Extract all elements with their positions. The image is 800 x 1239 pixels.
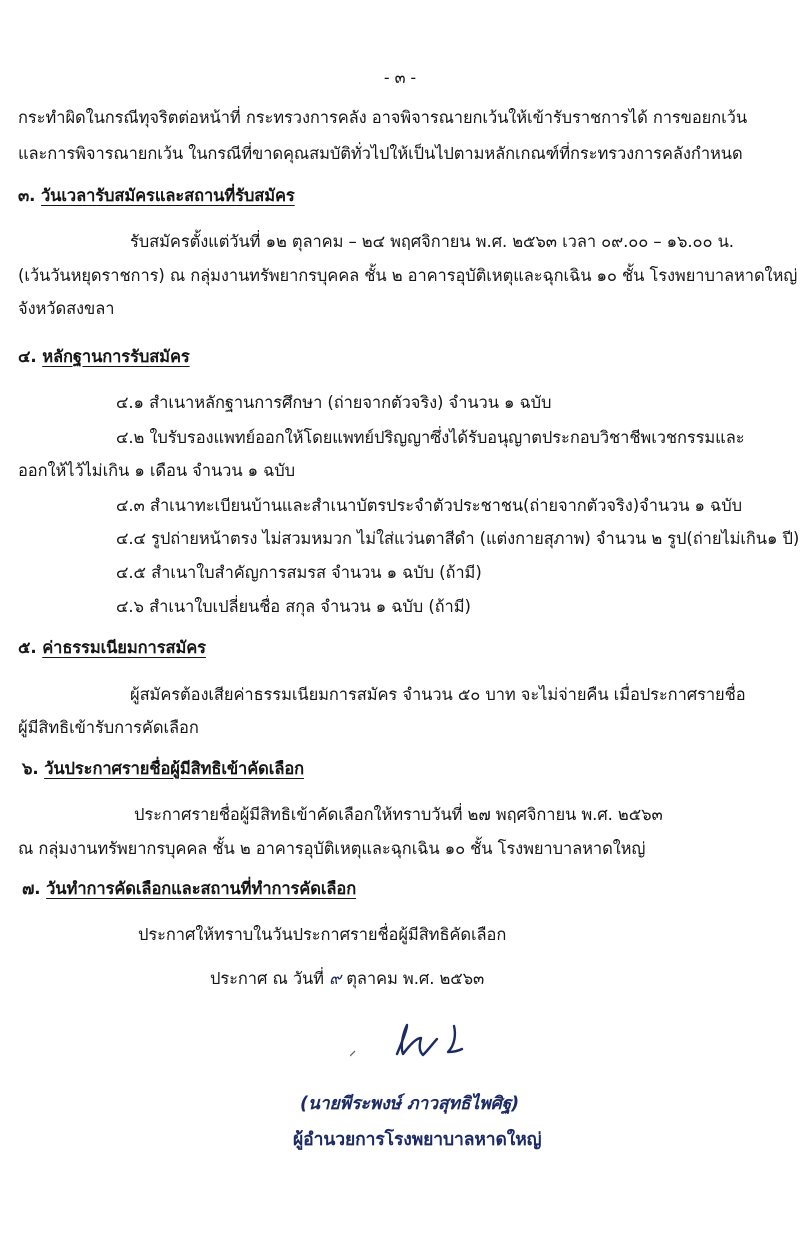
item-text: สำเนาใบเปลี่ยนชื่อ สกุล จำนวน ๑ ฉบับ (ถ้ามี) xyxy=(149,597,471,616)
section-6-heading xyxy=(22,757,304,781)
item-text: สำเนาหลักฐานการศึกษา (ถ่ายจากตัวจริง) จำนวน ๑ ฉบับ xyxy=(149,393,552,412)
section-5-title: ค่าธรรมเนียมการสมัคร xyxy=(42,638,206,657)
section-6-line-2: ณ กลุ่มงานทรัพยากรบุคคล ชั้น ๒ อาคารอุบัติเหตุและฉุกเฉิน ๑๐ ชั้น โรงพยาบาลหาดใหญ่ xyxy=(18,839,646,858)
section-3-line-1: รับสมัครตั้งแต่วันที่ ๑๒ ตุลาคม – ๒๔ พฤศจิกายน พ.ศ. ๒๕๖๓ เวลา ๐๙.๐๐ – ๑๖.๐๐ น. xyxy=(130,232,734,251)
section-4-item xyxy=(116,595,471,619)
section-6-title: วันประกาศรายชื่อผู้มีสิทธิเข้าคัดเลือก xyxy=(44,759,305,778)
section-3-heading xyxy=(18,184,295,208)
section-3-line-2: (เว้นวันหยุดราชการ) ณ กลุ่มงานทรัพยากรบุคคล ชั้น ๒ อาคารอุบัติเหตุและฉุกเฉิน ๑๐ ชั้น โรงพยาบาลหาดใหญ่ xyxy=(18,266,798,285)
section-7-heading xyxy=(22,877,356,901)
item-number: ๔.๖ xyxy=(116,597,144,616)
section-4-title: หลักฐานการรับสมัคร xyxy=(42,347,190,366)
announcement-day: ๙ xyxy=(329,969,342,988)
section-3-number: ๓. xyxy=(18,186,36,205)
page-number: - ๓ - xyxy=(383,68,417,87)
item-number: ๔.๔ xyxy=(116,529,146,548)
section-3-line-3: จังหวัดสงขลา xyxy=(18,299,115,318)
item-text: สำเนาทะเบียนบ้านและสำเนาบัตรประจำตัวประชาชน(ถ่ายจากตัวจริง)จำนวน ๑ ฉบับ xyxy=(149,496,742,515)
section-4-item xyxy=(116,391,551,415)
section-7-title: วันทำการคัดเลือกและสถานที่ทำการคัดเลือก xyxy=(46,879,357,898)
section-5-line-1: ผู้สมัครต้องเสียค่าธรรมเนียมการสมัคร จำนวน ๕๐ บาท จะไม่จ่ายคืน เมื่อประกาศรายชื่อ xyxy=(130,685,746,704)
announcement-suffix: ตุลาคม พ.ศ. ๒๕๖๓ xyxy=(346,969,485,988)
item-text: ใบรับรองแพทย์ออกให้โดยแพทย์ปริญญาซึ่งได้รับอนุญาตประกอบวิชาชีพเวชกรรมและ xyxy=(149,428,745,447)
item-text: สำเนาใบสำคัญการสมรส จำนวน ๑ ฉบับ (ถ้ามี) xyxy=(151,563,482,582)
item-number: ๔.๑ xyxy=(116,393,144,412)
intro-line-2: และการพิจารณายกเว้น ในกรณีที่ขาดคุณสมบัติทั่วไปให้เป็นไปตามหลักเกณฑ์ที่กระทรวงการคลังกำหนด xyxy=(18,144,743,163)
section-5-heading xyxy=(18,636,206,660)
section-4-heading xyxy=(18,345,190,369)
intro-line-1: กระทำผิดในกรณีทุจริตต่อหน้าที่ กระทรวงการคลัง อาจพิจารณายกเว้นให้เข้ารับราชการได้ การขอยกเว้น xyxy=(18,108,748,127)
signature-handwriting xyxy=(350,1018,500,1076)
section-7-line-1: ประกาศให้ทราบในวันประกาศรายชื่อผู้มีสิทธิคัดเลือก xyxy=(138,925,507,944)
signer-name: (นายพีระพงษ์ ภาวสุทธิไพศิฐ) xyxy=(300,1094,520,1114)
signer-title: ผู้อำนวยการโรงพยาบาลหาดใหญ่ xyxy=(293,1130,542,1150)
item-number: ๔.๕ xyxy=(116,563,146,582)
announcement-prefix: ประกาศ ณ วันที่ xyxy=(210,969,324,988)
section-6-line-1: ประกาศรายชื่อผู้มีสิทธิเข้าคัดเลือกให้ทราบวันที่ ๒๗ พฤศจิกายน พ.ศ. ๒๕๖๓ xyxy=(134,805,663,824)
item-text: รูปถ่ายหน้าตรง ไม่สวมหมวก ไม่ใส่แว่นตาสีดำ (แต่งกายสุภาพ) จำนวน ๒ รูป(ถ่ายไม่เกิน๑ ปี) xyxy=(151,529,800,548)
item-number: ๔.๒ xyxy=(116,428,145,447)
item-number: ๔.๓ xyxy=(116,496,145,515)
section-5-line-2: ผู้มีสิทธิเข้ารับการคัดเลือก xyxy=(18,718,199,737)
section-4-item xyxy=(116,426,745,450)
section-4-item xyxy=(116,561,482,585)
section-7-number: ๗. xyxy=(22,879,41,898)
section-4-item xyxy=(116,494,742,518)
section-4-item-continuation: ออกให้ไว้ไม่เกิน ๑ เดือน จำนวน ๑ ฉบับ xyxy=(18,461,296,480)
section-3-title: วันเวลารับสมัครและสถานที่รับสมัคร xyxy=(41,186,295,205)
section-5-number: ๕. xyxy=(18,638,37,657)
section-6-number: ๖. xyxy=(22,759,39,778)
announcement-date xyxy=(210,967,484,991)
section-4-number: ๔. xyxy=(18,347,37,366)
section-4-item xyxy=(116,527,799,551)
